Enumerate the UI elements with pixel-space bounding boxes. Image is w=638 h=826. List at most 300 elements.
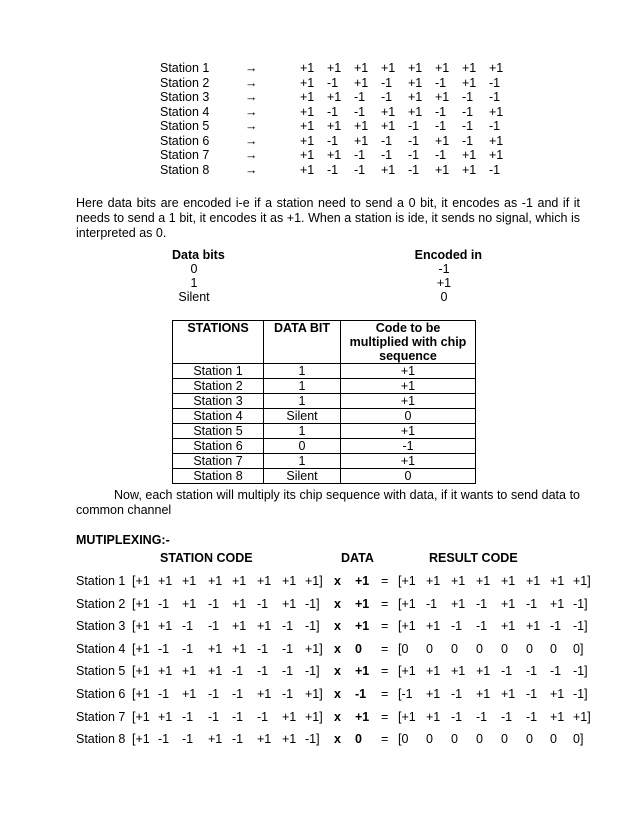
chip: +1 (435, 162, 450, 177)
equals-sign: = (381, 732, 389, 747)
station-chip: -1 (182, 732, 194, 747)
result-chip: +1 (451, 596, 466, 611)
equals-sign: = (381, 641, 389, 656)
station-name: Station 4 (76, 641, 126, 656)
station-name: Station 1 (76, 574, 126, 588)
station-cell: Station 1 (173, 364, 264, 379)
chip: -1 (435, 104, 447, 119)
result-chip: 0 (550, 641, 557, 656)
result-chip: 0 (426, 641, 433, 656)
multiplexing-row (76, 685, 596, 703)
data-bit: 1 (190, 276, 198, 290)
chip: -1 (462, 133, 474, 148)
arrow-icon: → (245, 104, 258, 119)
data-bit: Silent (178, 290, 210, 304)
bit-cell: 1 (264, 394, 341, 409)
data-value: +1 (355, 709, 370, 724)
chip: +1 (462, 162, 477, 177)
result-chip: +1 (501, 574, 516, 588)
walsh-code-list (160, 61, 520, 177)
station-chip: -1] (305, 596, 320, 611)
station-code-heading: STATION CODE (160, 551, 253, 565)
data-value: -1 (355, 687, 367, 701)
chip: +1 (462, 148, 477, 162)
station-chip: -1 (257, 664, 269, 679)
code-cell: +1 (341, 379, 476, 394)
walsh-row (160, 134, 520, 149)
data-bit-header: DATA BIT (264, 321, 341, 364)
result-chip: 0 (501, 732, 508, 747)
chip: +1 (354, 61, 369, 75)
station-chip: -1 (158, 687, 170, 701)
chip: +1 (300, 119, 315, 133)
chip: -1 (327, 133, 339, 148)
station-chip: -1] (305, 619, 320, 634)
chip: +1 (435, 61, 450, 75)
code-cell: 0 (341, 469, 476, 484)
chip: -1 (327, 75, 339, 90)
chip-sequence (300, 148, 516, 163)
encoding-row (172, 262, 482, 276)
station-name: Station 3 (160, 90, 210, 104)
result-chip: +1 (476, 664, 491, 679)
table-row (173, 409, 476, 424)
chip: -1 (381, 75, 393, 90)
station-cell: Station 2 (173, 379, 264, 394)
equals-sign: = (381, 709, 389, 724)
station-chip: -1 (232, 687, 244, 701)
station-chip: +1 (208, 641, 223, 656)
station-cell: Station 5 (173, 424, 264, 439)
chip: +1 (300, 90, 315, 104)
code-header: Code to be multiplied with chip sequence (341, 321, 476, 364)
result-chip: +1 (526, 619, 541, 634)
station-chip: -1 (208, 709, 220, 724)
chip: -1 (408, 148, 420, 162)
station-chip: [+1 (132, 687, 150, 701)
result-chip: -1 (451, 619, 463, 634)
table-row (173, 454, 476, 469)
station-chip: +1 (282, 574, 297, 588)
station-chip: +1 (257, 619, 272, 634)
station-chip: -1 (208, 596, 220, 611)
encoding-map (172, 248, 482, 304)
multiply-sign: x (334, 596, 341, 611)
result-chip: +1 (426, 687, 441, 701)
result-chip: -1 (501, 709, 513, 724)
station-chip: -1 (158, 732, 170, 747)
equals-sign: = (381, 574, 389, 588)
result-chip: [0 (398, 732, 409, 747)
station-name: Station 5 (160, 119, 210, 133)
chip: -1 (354, 90, 366, 104)
result-chip: 0] (573, 732, 584, 747)
station-chip: +1 (257, 687, 272, 701)
table-row (173, 424, 476, 439)
bit-cell: 0 (264, 439, 341, 454)
chip: +1 (462, 75, 477, 90)
station-name: Station 8 (160, 162, 210, 177)
station-chip: -1] (305, 664, 320, 679)
stations-table (172, 320, 476, 484)
station-name: Station 6 (76, 687, 126, 701)
chip: +1 (300, 148, 315, 162)
code-cell: +1 (341, 394, 476, 409)
stations-header: STATIONS (173, 321, 264, 364)
station-chip: -1 (232, 664, 244, 679)
station-name: Station 7 (76, 709, 126, 724)
chip: -1 (327, 104, 339, 119)
chip: -1 (435, 119, 447, 133)
chip: -1 (489, 119, 501, 133)
data-value: 0 (355, 732, 362, 747)
chip: -1 (489, 162, 501, 177)
chip: +1 (354, 133, 369, 148)
multiplexing-row (76, 572, 596, 590)
chip: +1 (435, 90, 450, 104)
result-chip: +1 (526, 574, 541, 588)
station-chip: [+1 (132, 709, 150, 724)
result-chip: -1 (550, 664, 562, 679)
chip: +1 (381, 162, 396, 177)
station-chip: -1 (282, 619, 294, 634)
result-chip: -1 (451, 687, 463, 701)
data-bit: 0 (190, 262, 198, 276)
station-chip: -1 (257, 641, 269, 656)
station-name: Station 8 (76, 732, 126, 747)
station-chip: -1 (257, 709, 269, 724)
station-chip: -1 (182, 641, 194, 656)
station-name: Station 5 (76, 664, 126, 679)
multiply-sign: x (334, 574, 341, 588)
result-chip: +1 (501, 619, 516, 634)
arrow-icon: → (245, 61, 258, 75)
multiplexing-row (76, 640, 596, 658)
station-chip: +1 (257, 732, 272, 747)
result-chip: +1 (501, 687, 516, 701)
chip: +1 (435, 133, 450, 148)
station-name: Station 3 (76, 619, 126, 634)
result-chip: [+1 (398, 596, 416, 611)
chip: -1 (435, 75, 447, 90)
multiply-sign: x (334, 664, 341, 679)
result-chip: -1] (573, 619, 588, 634)
result-chip: [+1 (398, 709, 416, 724)
chip: -1 (408, 162, 420, 177)
result-chip: [+1 (398, 664, 416, 679)
result-chip: -1] (573, 687, 588, 701)
station-cell: Station 8 (173, 469, 264, 484)
chip-sequence (300, 163, 516, 178)
chip: -1 (354, 162, 366, 177)
encoded-in-heading: Encoded in (414, 248, 482, 262)
walsh-row (160, 61, 520, 76)
multiplexing-row (76, 730, 596, 748)
multiply-sign: x (334, 641, 341, 656)
station-chip: +1] (305, 641, 323, 656)
data-value: +1 (355, 619, 370, 634)
result-chip: -1 (550, 619, 562, 634)
result-chip: 0 (451, 732, 458, 747)
station-chip: +1 (282, 596, 297, 611)
walsh-row (160, 148, 520, 163)
result-chip: +1 (426, 574, 441, 588)
result-code-heading: RESULT CODE (429, 551, 518, 565)
station-chip: +1 (182, 664, 197, 679)
station-chip: -1 (232, 732, 244, 747)
result-chip: 0 (476, 732, 483, 747)
chip-sequence (300, 90, 516, 105)
result-chip: +1 (501, 596, 516, 611)
station-chip: +1 (282, 732, 297, 747)
multiply-explanation: Now, each station will multiply its chip sequence with data, if it wants to send data to common channel (76, 488, 580, 517)
multiply-sign: x (334, 709, 341, 724)
result-chip: -1 (526, 664, 538, 679)
result-chip: +1 (451, 664, 466, 679)
data-value: 0 (355, 641, 362, 656)
arrow-icon: → (245, 148, 258, 162)
encoding-explanation: Here data bits are encoded i-e if a station need to send a 0 bit, it encodes as -1 and if it needs to send a 1 bit, it encodes it as +1. When a station is ide, it sends no signal, which is interpreted as 0. (76, 196, 580, 240)
chip: -1 (327, 162, 339, 177)
station-chip: +1 (182, 596, 197, 611)
chip: +1 (354, 75, 369, 90)
chip: +1 (327, 90, 342, 104)
station-chip: +1 (257, 574, 272, 588)
multiplexing-row (76, 708, 596, 726)
encoding-map-header (172, 248, 482, 262)
result-chip: -1 (451, 709, 463, 724)
station-chip: +1 (232, 574, 247, 588)
station-name: Station 1 (160, 61, 210, 75)
result-chip: 0 (550, 732, 557, 747)
station-name: Station 4 (160, 104, 210, 119)
result-chip: +1 (476, 687, 491, 701)
result-chip: +1 (550, 687, 565, 701)
data-value: +1 (355, 664, 370, 679)
result-chip: 0 (526, 732, 533, 747)
station-chip: +1 (208, 732, 223, 747)
station-chip: +1 (282, 709, 297, 724)
multiply-sign: x (334, 732, 341, 747)
chip: +1 (408, 75, 423, 90)
station-chip: +1] (305, 574, 323, 588)
station-chip: +1 (158, 619, 173, 634)
result-chip: +1 (451, 574, 466, 588)
chip: -1 (489, 75, 501, 90)
chip-sequence (300, 134, 516, 149)
result-chip: +1] (573, 709, 591, 724)
equals-sign: = (381, 619, 389, 634)
station-cell: Station 3 (173, 394, 264, 409)
station-chip: -1 (158, 641, 170, 656)
result-chip: -1 (501, 664, 513, 679)
chip: +1 (300, 104, 315, 119)
result-chip: -1] (573, 596, 588, 611)
code-cell: +1 (341, 454, 476, 469)
result-chip: 0 (476, 641, 483, 656)
chip: -1 (381, 148, 393, 162)
station-chip: -1 (257, 596, 269, 611)
result-chip: [0 (398, 641, 409, 656)
result-chip: +1 (550, 574, 565, 588)
multiply-sign: x (334, 619, 341, 634)
walsh-row (160, 76, 520, 91)
chip-sequence (300, 105, 516, 120)
arrow-icon: → (245, 75, 258, 90)
walsh-row (160, 105, 520, 120)
chip: +1 (300, 133, 315, 148)
bit-cell: 1 (264, 424, 341, 439)
chip: +1 (327, 61, 342, 75)
result-chip: -1] (573, 664, 588, 679)
station-name: Station 6 (160, 133, 210, 148)
station-chip: -1 (282, 664, 294, 679)
station-cell: Station 4 (173, 409, 264, 424)
station-chip: -1 (158, 596, 170, 611)
encoding-row (172, 290, 482, 304)
code-cell: -1 (341, 439, 476, 454)
bit-cell: 1 (264, 454, 341, 469)
chip: +1 (408, 104, 423, 119)
station-chip: [+1 (132, 732, 150, 747)
table-row (173, 394, 476, 409)
chip: -1 (381, 90, 393, 104)
chip: +1 (381, 61, 396, 75)
chip: -1 (408, 119, 420, 133)
result-chip: 0] (573, 641, 584, 656)
table-row (173, 379, 476, 394)
chip: +1 (327, 119, 342, 133)
chip: -1 (462, 90, 474, 104)
station-chip: -1 (208, 619, 220, 634)
result-chip: +1 (550, 596, 565, 611)
result-chip: 0 (426, 732, 433, 747)
station-chip: +1 (232, 596, 247, 611)
walsh-row (160, 163, 520, 178)
chip-sequence (300, 119, 516, 134)
result-chip: -1 (476, 709, 488, 724)
chip: +1 (462, 61, 477, 75)
table-row (173, 469, 476, 484)
arrow-icon: → (245, 133, 258, 148)
encoded-value: 0 (440, 290, 448, 304)
station-chip: -1 (282, 687, 294, 701)
encoded-value: -1 (438, 262, 450, 276)
station-chip: +1] (305, 709, 323, 724)
multiplexing-row (76, 595, 596, 613)
result-chip: 0 (501, 641, 508, 656)
arrow-icon: → (245, 162, 258, 177)
equals-sign: = (381, 596, 389, 611)
chip: +1 (489, 104, 504, 119)
data-value: +1 (355, 574, 370, 588)
station-chip: -1] (305, 732, 320, 747)
encoded-value: +1 (436, 276, 452, 290)
bit-cell: Silent (264, 469, 341, 484)
arrow-icon: → (245, 119, 258, 133)
bit-cell: 1 (264, 379, 341, 394)
result-chip: +1 (476, 574, 491, 588)
result-chip: +1] (573, 574, 591, 588)
station-cell: Station 6 (173, 439, 264, 454)
result-chip: +1 (426, 709, 441, 724)
table-header-row (173, 321, 476, 364)
data-heading: DATA (341, 551, 374, 565)
multiplexing-row (76, 662, 596, 680)
result-chip: [+1 (398, 619, 416, 634)
chip: +1 (381, 104, 396, 119)
walsh-row (160, 119, 520, 134)
station-chip: +1 (208, 664, 223, 679)
table-row (173, 364, 476, 379)
chip: -1 (381, 133, 393, 148)
chip-sequence (300, 61, 516, 76)
station-chip: +1 (232, 619, 247, 634)
station-chip: [+1 (132, 664, 150, 679)
result-chip: -1 (476, 619, 488, 634)
result-chip: 0 (451, 641, 458, 656)
station-chip: +1 (208, 574, 223, 588)
equals-sign: = (381, 664, 389, 679)
station-chip: +1 (158, 664, 173, 679)
multiply-sign: x (334, 687, 341, 701)
chip: -1 (354, 104, 366, 119)
result-chip: -1 (426, 596, 438, 611)
station-chip: -1 (282, 641, 294, 656)
data-value: +1 (355, 596, 370, 611)
result-chip: +1 (550, 709, 565, 724)
chip-sequence (300, 76, 516, 91)
station-chip: +1 (182, 687, 197, 701)
chip: +1 (300, 75, 315, 90)
chip: +1 (354, 119, 369, 133)
station-chip: [+1 (132, 596, 150, 611)
chip: -1 (489, 90, 501, 104)
multiplexing-row (76, 617, 596, 635)
result-chip: +1 (426, 619, 441, 634)
result-chip: -1 (526, 596, 538, 611)
chip: -1 (354, 148, 366, 162)
encoding-row (172, 276, 482, 290)
chip: +1 (381, 119, 396, 133)
station-chip: +1 (158, 709, 173, 724)
walsh-row (160, 90, 520, 105)
table-row (173, 439, 476, 454)
multiplexing-heading: MUTIPLEXING:- (76, 533, 170, 547)
station-chip: [+1 (132, 619, 150, 634)
station-chip: [+1 (132, 574, 150, 588)
bit-cell: Silent (264, 409, 341, 424)
chip: -1 (408, 133, 420, 148)
chip: -1 (462, 119, 474, 133)
station-chip: +1] (305, 687, 323, 701)
chip: +1 (408, 90, 423, 104)
station-chip: -1 (232, 709, 244, 724)
station-cell: Station 7 (173, 454, 264, 469)
equals-sign: = (381, 687, 389, 701)
result-chip: +1 (426, 664, 441, 679)
chip: +1 (408, 61, 423, 75)
chip: +1 (489, 61, 504, 75)
result-chip: 0 (526, 641, 533, 656)
chip: +1 (300, 61, 315, 75)
station-name: Station 2 (76, 596, 126, 611)
station-name: Station 2 (160, 75, 210, 90)
code-cell: +1 (341, 364, 476, 379)
chip: -1 (435, 148, 447, 162)
result-chip: -1 (526, 709, 538, 724)
chip: +1 (489, 148, 504, 162)
